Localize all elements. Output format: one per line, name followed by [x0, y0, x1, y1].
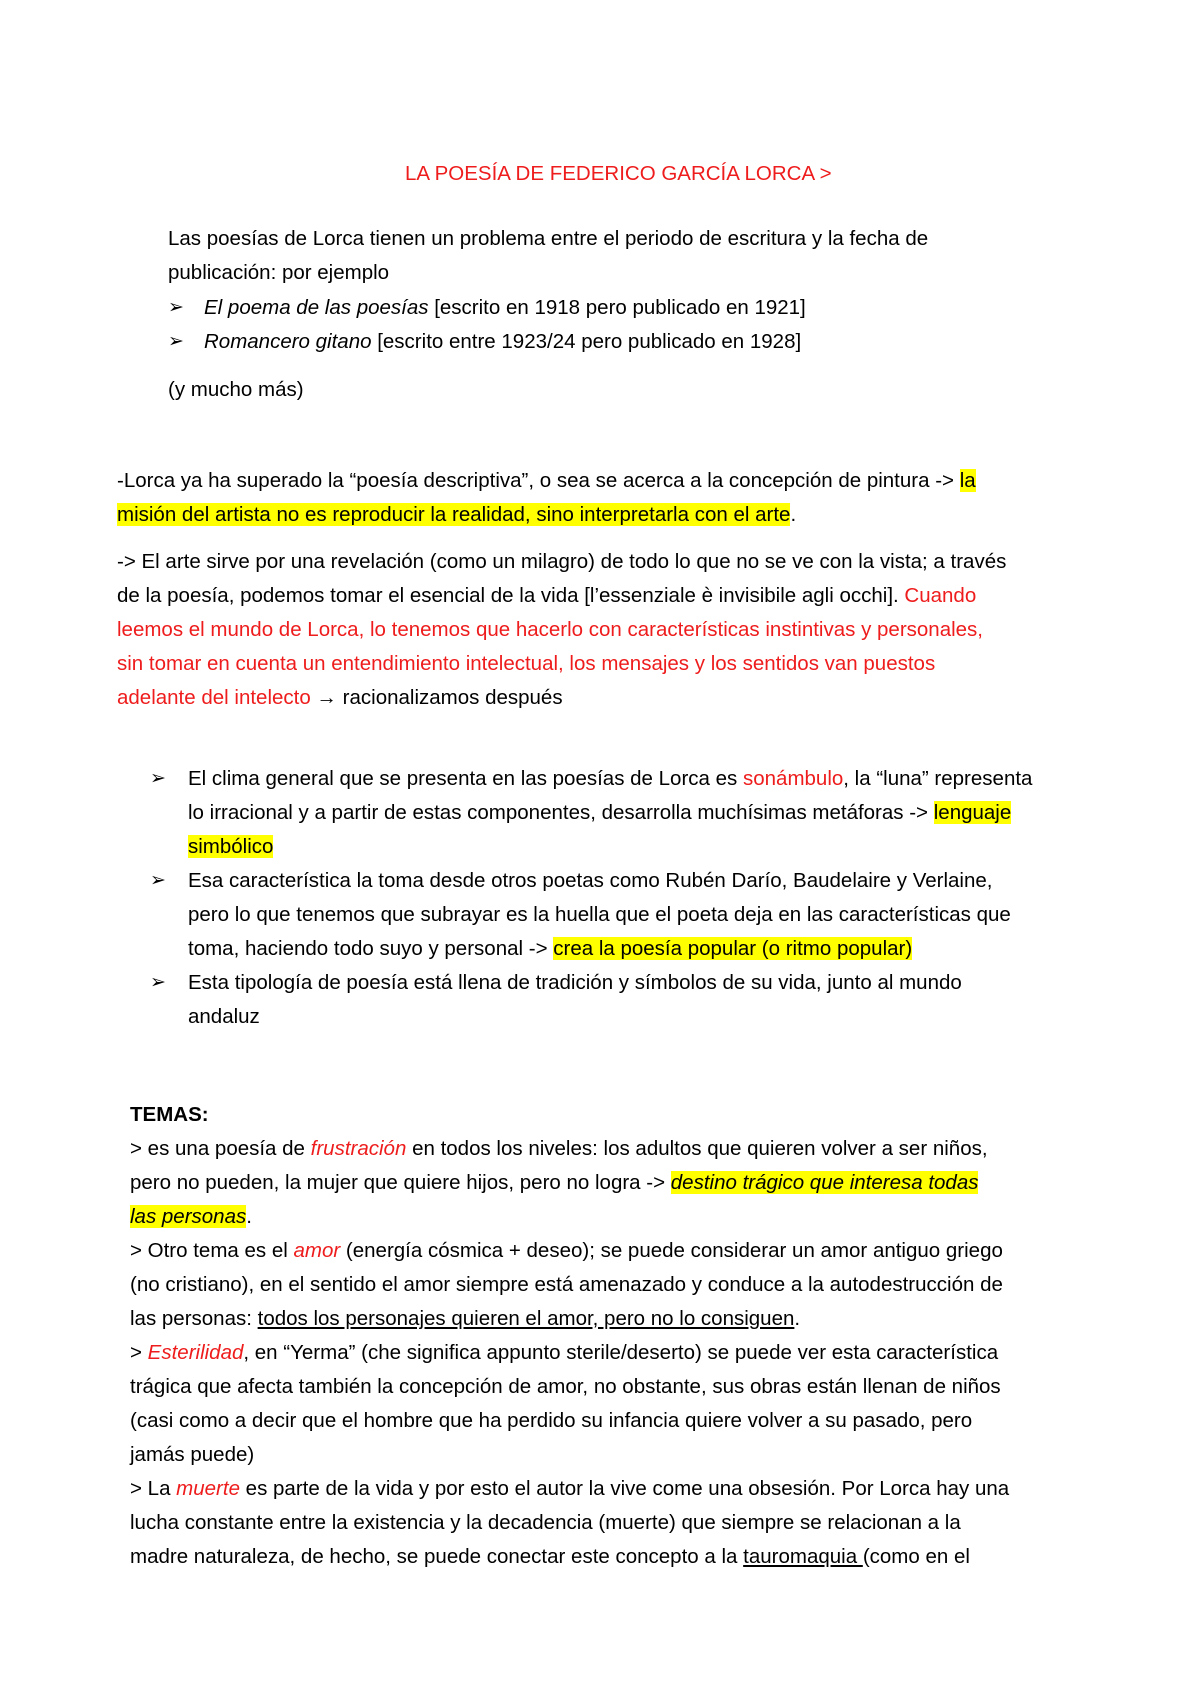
arrow-bullet-icon: ➢: [150, 768, 166, 789]
tema-3-line-2: trágica que afecta también la concepción de amor, no obstante, sus obras están llenan de niños: [130, 1375, 1001, 1398]
bullet-2-line-2: pero lo que tenemos que subrayar es la huella que el poeta deja en las características que: [188, 903, 1011, 926]
bullet-3-line-1: Esta tipología de poesía está llena de tradición y símbolos de su vida, junto al mundo: [188, 971, 962, 994]
tema-3-line-4: jamás puede): [130, 1443, 255, 1466]
highlight-span: misión del artista no es reproducir la realidad, sino interpretarla con el arte: [117, 503, 791, 526]
text-span: >: [130, 1341, 148, 1364]
text-span: las personas:: [130, 1307, 258, 1330]
temas-heading: TEMAS:: [130, 1103, 209, 1126]
text-span: .: [246, 1205, 252, 1228]
work-title: Romancero gitano: [204, 330, 372, 353]
text-span: es parte de la vida y por esto el autor la vive come una obsesión. Por Lorca hay una: [239, 1477, 1010, 1500]
para1-line-2: [117, 498, 796, 533]
tema-1-line-1: [130, 1132, 988, 1167]
para2-line-5: [117, 681, 563, 716]
work-dates: [escrito entre 1923/24 pero publicado en 1928]: [371, 330, 802, 353]
bullet-3-line-2: andaluz: [188, 1005, 260, 1028]
document-title: LA POESÍA DE FEDERICO GARCÍA LORCA >: [405, 162, 832, 185]
arrow-bullet-icon: ➢: [150, 870, 166, 891]
tema-3-line-1: [130, 1336, 998, 1371]
bullet-1-line-1: [188, 762, 1032, 797]
intro-line-2: publicación: por ejemplo: [168, 261, 390, 284]
red-span: sonámbulo: [742, 767, 844, 790]
text-span: , en “Yerma” (che significa appunto sterile/deserto) se puede ver esta característica: [243, 1341, 999, 1364]
highlight-span: lenguaje: [933, 801, 1012, 824]
tema-2-line-2: (no cristiano), en el sentido el amor siempre está amenazado y conduce a la autodestrucción de: [130, 1273, 1003, 1296]
text-span: -Lorca ya ha superado la “poesía descriptiva”, o sea se acerca a la concepción de pintura ->: [117, 469, 960, 492]
red-span: adelante del intelecto: [117, 686, 311, 709]
highlight-span: simbólico: [188, 835, 274, 858]
intro-item-1: [204, 291, 806, 326]
red-italic-span: frustración: [310, 1137, 407, 1160]
para2-line-2: [117, 579, 976, 614]
text-span: > Otro tema es el: [130, 1239, 294, 1262]
text-span: → racionalizamos después: [310, 686, 563, 709]
text-span: (energía cósmica + deseo); se puede considerar un amor antiguo griego: [340, 1239, 1003, 1262]
text-span: El clima general que se presenta en las poesías de Lorca es: [188, 767, 743, 790]
text-span: > es una poesía de: [130, 1137, 311, 1160]
text-span: , la “luna” representa: [843, 767, 1033, 790]
tema-2-line-1: [130, 1234, 1003, 1269]
bullet-2-line-3: [188, 932, 912, 967]
text-span: de la poesía, podemos tomar el esencial de la vida [l’essenziale è invisibile agli occhi].: [117, 584, 905, 607]
intro-item-2: [204, 325, 801, 360]
text-span: en todos los niveles: los adultos que quieren volver a ser niños,: [406, 1137, 988, 1160]
text-span: > La: [130, 1477, 177, 1500]
highlight-span: crea la poesía popular (o ritmo popular): [553, 937, 913, 960]
intro-line-1: Las poesías de Lorca tienen un problema entre el periodo de escritura y la fecha de: [168, 227, 929, 250]
text-span: toma, haciendo todo suyo y personal ->: [188, 937, 554, 960]
highlight-span: la: [959, 469, 976, 492]
red-italic-span: Esterilidad: [147, 1341, 244, 1364]
tema-1-line-2: [130, 1166, 978, 1201]
underlined-span: todos los personajes quieren el amor, pero no lo consiguen: [257, 1307, 795, 1330]
tema-4-line-1: [130, 1472, 1009, 1507]
text-span: .: [794, 1307, 801, 1330]
arrow-bullet-icon: ➢: [150, 972, 166, 993]
arrow-bullet-icon: ➢: [168, 331, 184, 352]
text-span: lo irracional y a partir de estas componentes, desarrolla muchísimas metáforas ->: [188, 801, 934, 824]
highlight-span: destino trágico que interesa todas: [670, 1171, 979, 1194]
bullet-2-line-1: Esa característica la toma desde otros poetas como Rubén Darío, Baudelaire y Verlaine,: [188, 869, 993, 892]
para2-line-4: sin tomar en cuenta un entendimiento intelectual, los mensajes y los sentidos van puestos: [117, 652, 936, 675]
red-italic-span: muerte: [176, 1477, 240, 1500]
work-title: El poema de las poesías: [204, 296, 429, 319]
red-span: Cuando: [904, 584, 977, 607]
text-span: .: [790, 503, 797, 526]
tema-4-line-3: [130, 1540, 970, 1575]
text-span: (como en el: [862, 1545, 970, 1568]
para1-line-1: [117, 464, 976, 499]
highlight-span: las personas: [130, 1205, 247, 1228]
bullet-1-line-3: [188, 830, 273, 865]
tema-3-line-3: (casi como a decir que el hombre que ha perdido su infancia quiere volver a su pasado, pero: [130, 1409, 973, 1432]
bullet-1-line-2: [188, 796, 1011, 831]
para2-line-1: -> El arte sirve por una revelación (como un milagro) de todo lo que no se ve con la vista; a través: [117, 550, 1007, 573]
tema-4-line-2: lucha constante entre la existencia y la decadencia (muerte) que siempre se relacionan a la: [130, 1511, 961, 1534]
underlined-span: tauromaquia: [743, 1545, 863, 1568]
work-dates: [escrito en 1918 pero publicado en 1921]: [428, 296, 806, 319]
arrow-bullet-icon: ➢: [168, 297, 184, 318]
tema-2-line-3: [130, 1302, 800, 1337]
tema-1-line-3: [130, 1200, 252, 1235]
text-span: madre naturaleza, de hecho, se puede conectar este concepto a la: [130, 1545, 744, 1568]
intro-more: (y mucho más): [168, 378, 304, 401]
red-italic-span: amor: [293, 1239, 341, 1262]
para2-line-3: leemos el mundo de Lorca, lo tenemos que hacerlo con características instintivas y personales,: [117, 618, 984, 641]
text-span: pero no pueden, la mujer que quiere hijos, pero no logra ->: [130, 1171, 671, 1194]
